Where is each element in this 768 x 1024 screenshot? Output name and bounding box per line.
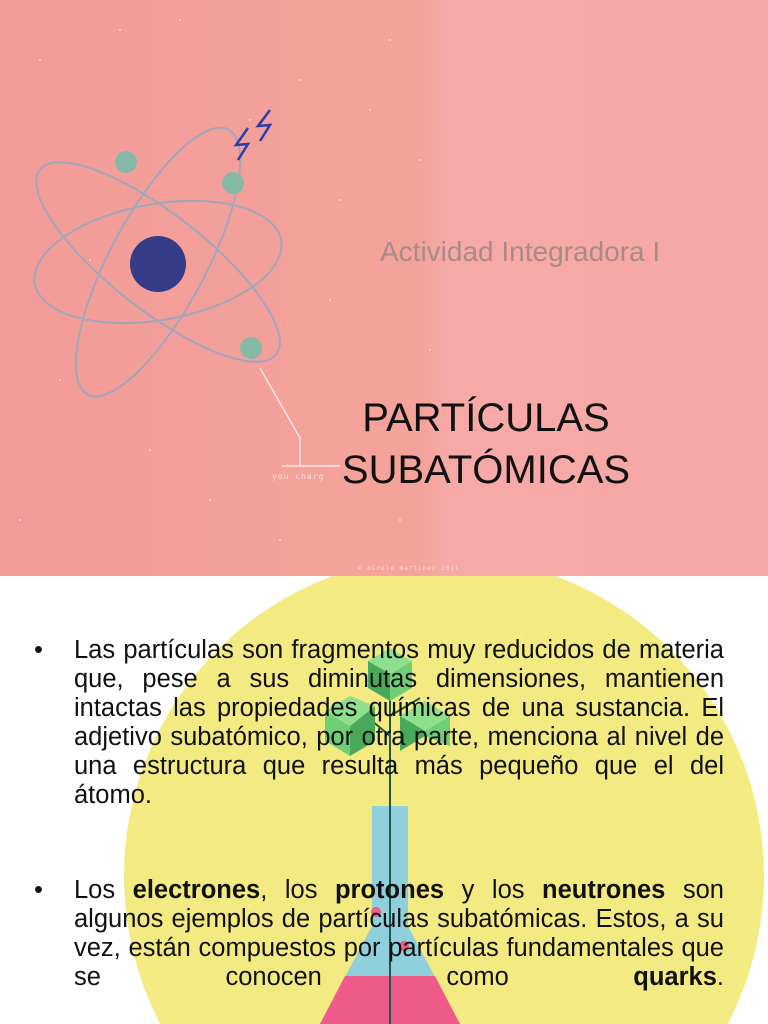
term-protones: protones	[334, 876, 445, 904]
bullet-marker: •	[34, 876, 43, 904]
bullet-text: Los electrones, los protones y los neutrones son algunos ejemplos de partículas subatómicas. Estos, a su vez, están compuestos por partículas fundamentales que se conocen como quarks.	[74, 876, 724, 991]
electron	[115, 151, 137, 173]
bullet-item-2	[34, 876, 724, 992]
bullet-text: Las partículas son fragmentos muy reducidos de materia que, pese a sus diminutas dimensiones, mantienen intactas las propiedades químicas de una sustancia. El adjetivo subatómico, por otra parte, menciona al nivel de una estructura que resulta más pequeño que el del átomo.	[74, 636, 724, 809]
electron	[222, 172, 244, 194]
copyright-caption: © nicole martinez 2011	[358, 565, 460, 572]
electron	[240, 337, 262, 359]
content-slide	[0, 576, 768, 1024]
term-quarks: quarks	[633, 963, 717, 991]
title-line-2: SUBATÓMICAS	[341, 448, 631, 492]
bullet-item-1	[34, 636, 724, 810]
nucleus	[130, 236, 186, 292]
slide-subtitle: Actividad Integradora I	[380, 236, 661, 267]
image-caption: you charg	[272, 472, 325, 481]
slide-title	[326, 392, 646, 496]
term-neutrones: neutrones	[542, 876, 666, 904]
bullet-marker: •	[34, 636, 43, 664]
term-electrones: electrones	[132, 876, 261, 904]
title-line-1: PARTÍCULAS	[362, 396, 610, 440]
lightning-icon	[236, 110, 270, 160]
